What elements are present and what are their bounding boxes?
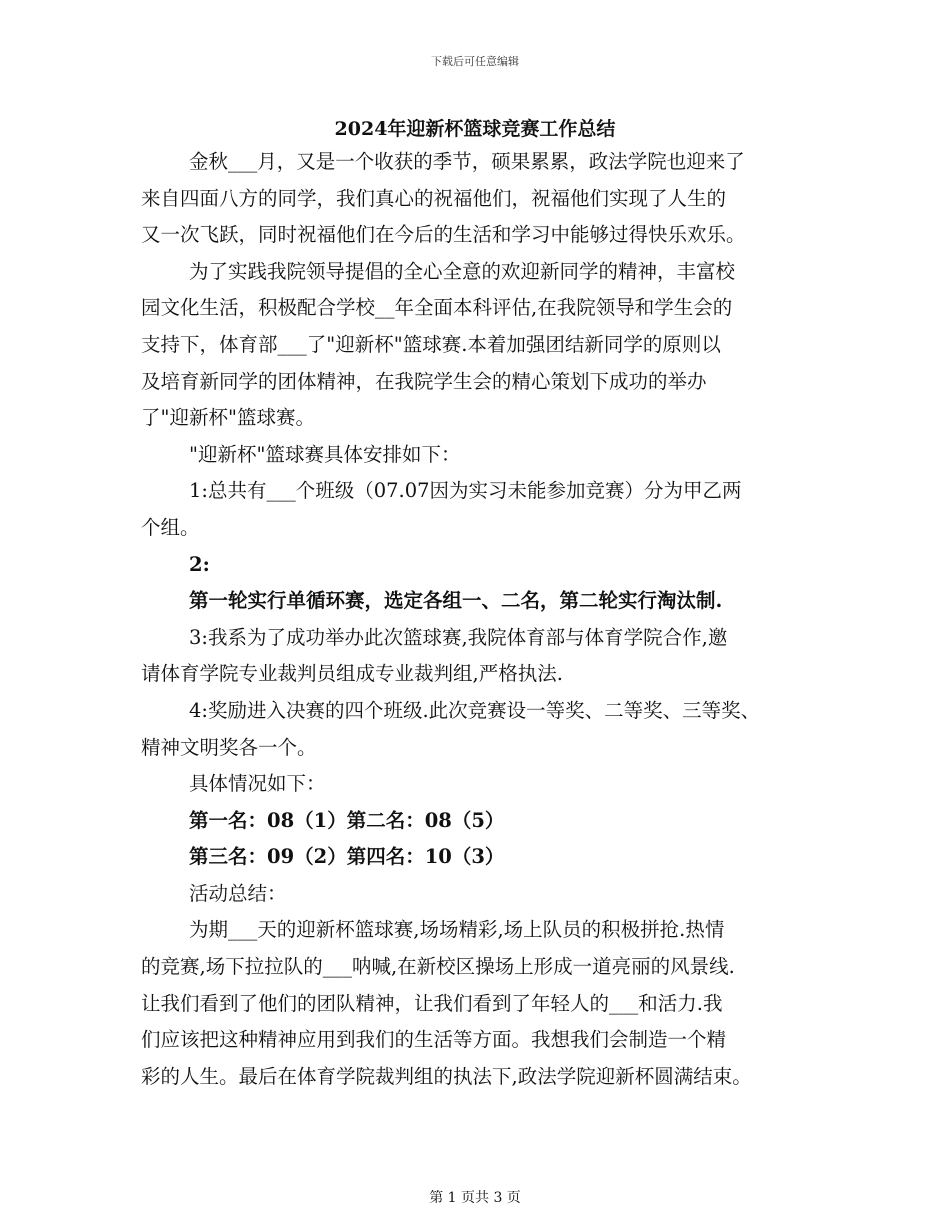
body-line: 3:我系为了成功举办此次篮球赛,我院体育部与体育学院合作,邀 bbox=[189, 625, 728, 649]
body-line: 彩的人生。最后在体育学院裁判组的执法下,政法学院迎新杯圆满结束。 bbox=[141, 1064, 752, 1088]
body-line: 精神文明奖各一个。 bbox=[141, 735, 317, 759]
body-line: 个组。 bbox=[141, 515, 200, 539]
body-line: 又一次飞跃，同时祝福他们在今后的生活和学习中能够过得快乐欢乐。 bbox=[141, 223, 746, 247]
body-line: 请体育学院专业裁判员组成专业裁判组,严格执法. bbox=[141, 662, 563, 686]
body-line: 们应该把这种精神应用到我们的生活等方面。我想我们会制造一个精 bbox=[141, 1028, 727, 1052]
body-line: 具体情况如下： bbox=[189, 772, 326, 796]
body-line: 的竞赛,场下拉拉队的___呐喊,在新校区操场上形成一道亮丽的风景线. bbox=[141, 955, 735, 979]
body-line: 了"迎新杯"篮球赛。 bbox=[141, 406, 315, 430]
body-line: 及培育新同学的团体精神，在我院学生会的精心策划下成功的举办 bbox=[141, 369, 707, 393]
body-line: 4:奖励进入决赛的四个班级.此次竞赛设一等奖、二等奖、三等奖、 bbox=[189, 698, 761, 722]
page-footer: 第 1 页共 3 页 bbox=[429, 1190, 521, 1206]
document-body bbox=[141, 144, 831, 1095]
body-line: 来自四面八方的同学，我们真心的祝福他们，祝福他们实现了人生的 bbox=[141, 186, 727, 210]
body-line: 活动总结： bbox=[189, 881, 287, 905]
body-line: 支持下，体育部___了"迎新杯"篮球赛.本着加强团结新同学的原则以 bbox=[141, 332, 721, 356]
body-line: 2: bbox=[189, 552, 210, 576]
document-title: 2024年迎新杯篮球竞赛工作总结 bbox=[334, 118, 616, 140]
body-line: 第三名：09（2）第四名：10（3） bbox=[189, 845, 505, 869]
body-line: 园文化生活，积极配合学校__年全面本科评估,在我院领导和学生会的 bbox=[141, 296, 733, 320]
header-note: 下载后可任意编辑 bbox=[431, 55, 519, 68]
body-line: 金秋___月，又是一个收获的季节，硕果累累，政法学院也迎来了 bbox=[189, 150, 745, 173]
body-line: 第一轮实行单循环赛，选定各组一、二名，第二轮实行淘汰制. bbox=[189, 589, 723, 613]
body-line: 让我们看到了他们的团队精神，让我们看到了年轻人的___和活力.我 bbox=[141, 991, 723, 1015]
body-line: 为了实践我院领导提倡的全心全意的欢迎新同学的精神，丰富校 bbox=[189, 259, 736, 283]
body-line: 1:总共有___个班级（07.07因为实习未能参加竞赛）分为甲乙两 bbox=[189, 479, 742, 503]
body-line: 第一名：08（1）第二名：08（5） bbox=[189, 808, 505, 832]
body-line: "迎新杯"篮球赛具体安排如下： bbox=[189, 442, 461, 466]
body-line: 为期___天的迎新杯篮球赛,场场精彩,场上队员的积极拼抢.热情 bbox=[189, 918, 725, 942]
